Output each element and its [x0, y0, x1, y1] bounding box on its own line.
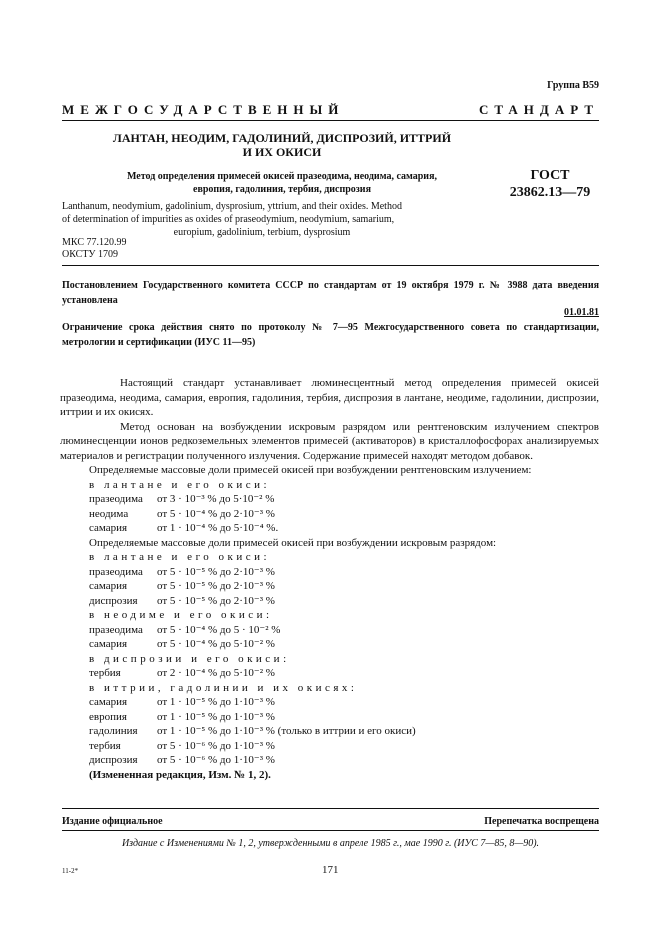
impurity-row — [89, 637, 599, 652]
concentration-range: от 5 · 10⁻⁶ % до 1·10⁻³ % — [157, 754, 275, 766]
element-name: неодима — [89, 507, 129, 520]
impurity-row — [89, 521, 599, 536]
impurity-row — [89, 753, 599, 768]
footer-rule — [62, 808, 599, 809]
limit-removal-text: Ограничение срока действия снято по протоколу № 7—95 Межгосударственного совета по стандартизации, метрологии и сертификации (ИУС 11—95) — [62, 322, 599, 348]
element-name: тербия — [89, 739, 121, 752]
impurity-row — [89, 507, 599, 522]
element-name: диспрозия — [89, 754, 138, 766]
english-line: of determination of impurities as oxides of praseodymium, neodymium, samarium, — [62, 214, 395, 225]
element-name: гадолиния — [89, 725, 138, 737]
concentration-range: от 5 · 10⁻⁵ % до 2·10⁻³ % — [157, 580, 275, 592]
effective-date: 01.01.81 — [564, 307, 599, 318]
official-edition: Издание официальное — [62, 816, 163, 827]
concentration-range: от 5 · 10⁻⁵ % до 2·10⁻³ % — [157, 565, 275, 578]
subtitle-line: европия, гадолиния, тербия, диспрозия — [193, 184, 371, 195]
xray-section — [89, 463, 599, 536]
body-paragraph: Метод основан на возбуждении искровым разрядом или рентгеновским излучением спектров люминесценции ионов редкоземельных элементов примесей (активаторов) в кристаллофосфорах анализируемых материалов и регистрации полученного излучения. Содержание примесей находят методом добавок. — [60, 420, 599, 462]
page-number: 171 — [322, 864, 339, 876]
element-name: празеодима — [89, 623, 143, 636]
banner-word-interstate: МЕЖГОСУДАРСТВЕННЫЙ — [62, 102, 345, 117]
reprint-notice: Перепечатка воспрещена — [484, 816, 599, 827]
impurity-row — [89, 565, 599, 580]
element-name: тербия — [89, 667, 121, 679]
title-line: И ИХ ОКИСИ — [242, 145, 322, 159]
element-name: самария — [89, 696, 128, 708]
element-name: празеодима — [89, 565, 143, 578]
concentration-range: от 1 · 10⁻⁵ % до 1·10⁻³ % — [157, 696, 275, 708]
mks-code: МКС 77.120.99 — [62, 237, 127, 248]
concentration-range: от 1 · 10⁻⁵ % до 1·10⁻³ % — [157, 710, 275, 723]
concentration-range: от 5 · 10⁻⁴ % до 2·10⁻³ % — [157, 507, 275, 520]
gost-number: 23862.13—79 — [509, 185, 591, 200]
impurity-row — [89, 579, 599, 594]
classification-codes — [62, 237, 126, 261]
printer-signature: 11-2* — [62, 867, 79, 875]
footer-rule-lower — [62, 830, 599, 831]
element-name: диспрозия — [89, 594, 138, 607]
element-name: самария — [89, 638, 128, 650]
banner-word-standard: СТАНДАРТ — [478, 102, 599, 117]
decree-text: Постановлением Государственного комитета СССР по стандартам от 19 октября 1979 г. № 3988 дата введения установлена — [62, 280, 599, 306]
impurity-row — [89, 594, 599, 609]
concentration-range: от 5 · 10⁻⁵ % до 2·10⁻³ % — [157, 594, 275, 607]
body-paragraph: Настоящий стандарт устанавливает люминесцентный метод определения примесей окисей празеодима, неодима, самария, европия, гадолиния, тербия, диспрозия в лантане, неодиме, гадолинии, диспрозии, иттрии и их окисях. — [60, 377, 599, 418]
concentration-range: от 5 · 10⁻⁶ % до 1·10⁻³ % — [157, 739, 275, 752]
english-title — [62, 200, 462, 239]
matrix-heading: в диспрозии и его окиси: — [89, 652, 290, 665]
section-intro: Определяемые массовые доли примесей окисей при возбуждении искровым разрядом: — [89, 536, 497, 549]
document-body — [60, 376, 599, 782]
impurity-row — [89, 666, 599, 681]
english-line: europium, gadolinium, terbium, dysprosium — [173, 227, 351, 238]
english-line: Lanthanum, neodymium, gadolinium, dysprosium, yttrium, and their oxides. Method — [62, 201, 402, 212]
concentration-range: от 1 · 10⁻⁵ % до 1·10⁻³ % (только в иттрии и его окиси) — [157, 725, 416, 737]
okstu-code: ОКСТУ 1709 — [62, 249, 119, 260]
codes-rule — [62, 265, 599, 266]
spark-section — [89, 536, 599, 768]
concentration-range: от 5 · 10⁻⁴ % до 5 · 10⁻² % — [157, 623, 281, 636]
element-name: празеодима — [89, 493, 143, 505]
impurity-row — [89, 710, 599, 725]
gost-label: ГОСТ — [530, 168, 570, 183]
impurity-row — [89, 695, 599, 710]
concentration-range: от 1 · 10⁻⁴ % до 5·10⁻⁴ %. — [157, 522, 279, 534]
matrix-heading: в лантане и его окиси: — [89, 551, 271, 563]
section-intro: Определяемые массовые доли примесей окисей при возбуждении рентгеновским излучением: — [89, 464, 532, 476]
header-rule — [62, 120, 599, 121]
concentration-range: от 5 · 10⁻⁴ % до 5·10⁻² % — [157, 638, 275, 650]
impurity-row — [89, 492, 599, 507]
group-code: Группа В59 — [547, 80, 599, 91]
concentration-range: от 2 · 10⁻⁴ % до 5·10⁻² % — [157, 667, 275, 679]
document-subtitle — [62, 170, 502, 196]
title-line: ЛАНТАН, НЕОДИМ, ГАДОЛИНИЙ, ДИСПРОЗИЙ, ИТТРИЙ — [112, 131, 452, 145]
element-name: европия — [89, 710, 127, 723]
standard-banner — [62, 102, 599, 118]
edition-note: (Измененная редакция, Изм. № 1, 2). — [89, 768, 271, 781]
concentration-range: от 3 · 10⁻³ % до 5·10⁻² % — [157, 493, 275, 505]
matrix-heading: в иттрии, гадолинии и их окисях: — [89, 681, 358, 694]
matrix-heading: в лантане и его окиси: — [89, 478, 271, 491]
impurity-row — [89, 724, 599, 739]
subtitle-line: Метод определения примесей окисей празеодима, неодима, самария, — [127, 171, 437, 182]
matrix-heading: в неодиме и его окиси: — [89, 609, 273, 621]
amendments-note: Издание с Изменениями № 1, 2, утвержденными в апреле 1985 г., мае 1990 г. (ИУС 7—85, 8—90). — [121, 838, 540, 849]
document-title — [62, 131, 502, 159]
impurity-row — [89, 623, 599, 638]
impurity-row — [89, 739, 599, 754]
element-name: самария — [89, 522, 128, 534]
gost-designation — [490, 167, 610, 201]
element-name: самария — [89, 580, 128, 592]
